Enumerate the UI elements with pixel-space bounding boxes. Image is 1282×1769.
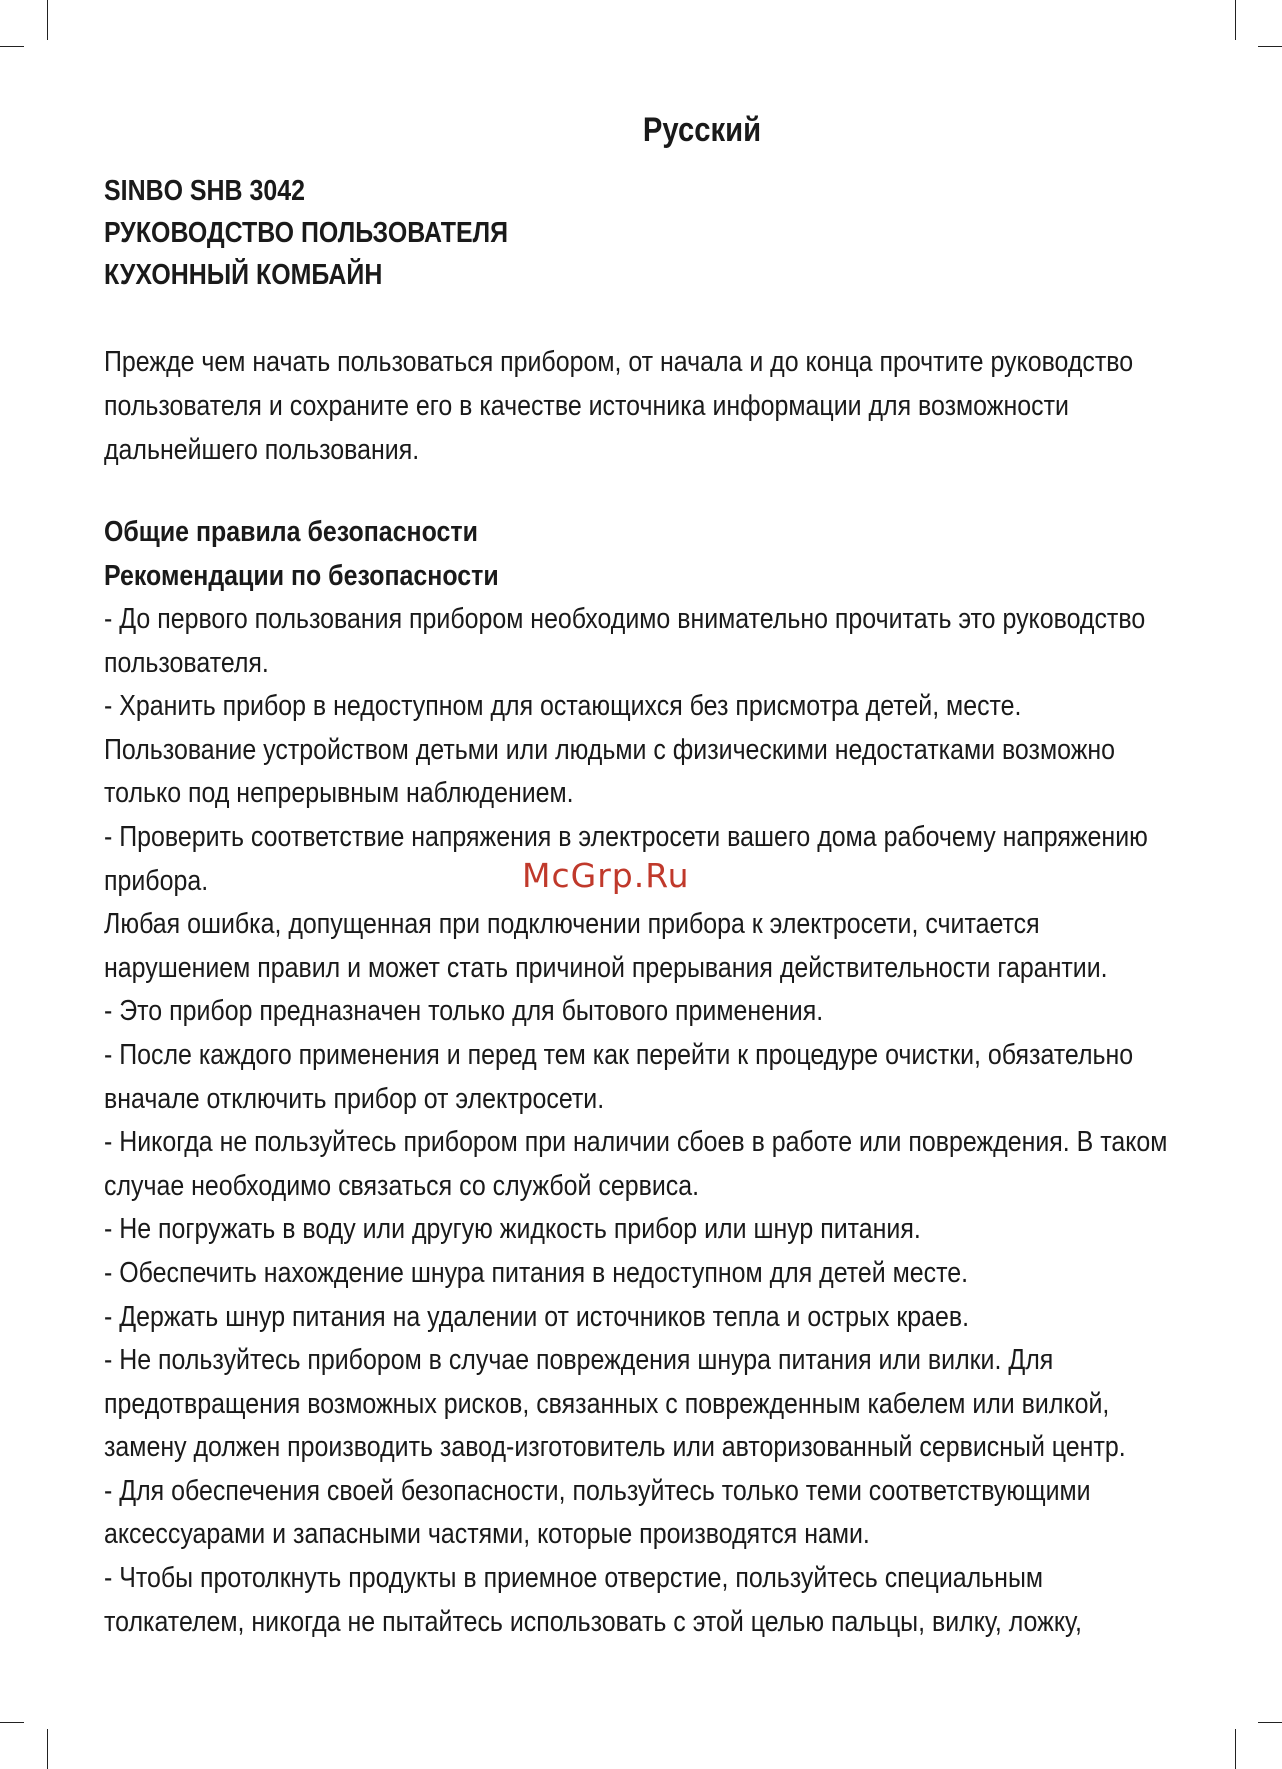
- list-item: - До первого пользования прибором необходимо внимательно прочитать это руководство пользователя.: [104, 603, 1146, 679]
- crop-mark: [0, 46, 24, 47]
- crop-mark: [47, 0, 48, 40]
- crop-mark: [1258, 46, 1282, 47]
- model-name: SINBO SHB 3042: [104, 175, 305, 207]
- list-item: - Проверить соответствие напряжения в электросети вашего дома рабочему напряжению прибора.: [104, 820, 1148, 897]
- watermark: McGrp.Ru: [522, 856, 690, 895]
- list-item: Любая ошибка, допущенная при подключении прибора к электросети, считается нарушением правил и может стать причиной прерывания действительности гарантии.: [104, 908, 1108, 984]
- crop-mark: [0, 1722, 24, 1723]
- list-item: - Это прибор предназначен только для бытового применения.: [104, 995, 824, 1028]
- list-item: - Чтобы протолкнуть продукты в приемное отверстие, пользуйтесь специальным толкателем, никогда не пытайтесь использовать с этой целью пальцы, вилку, ложку,: [104, 1562, 1082, 1638]
- list-item: - После каждого применения и перед тем как перейти к процедуре очистки, обязательно вначале отключить прибор от электросети.: [104, 1038, 1134, 1115]
- crop-mark: [47, 1729, 48, 1769]
- list-item: - Для обеспечения своей безопасности, пользуйтесь только теми соответствующими аксессуарами и запасными частями, которые производятся нами.: [104, 1474, 1091, 1551]
- crop-mark: [1235, 1729, 1236, 1769]
- list-item: - Никогда не пользуйтесь прибором при наличии сбоев в работе или повреждения. В таком случае необходимо связаться со службой сервиса.: [104, 1126, 1168, 1202]
- section-subtitle: Рекомендации по безопасности: [104, 560, 499, 592]
- safety-list: [104, 598, 1179, 1644]
- list-item: - Не пользуйтесь прибором в случае повреждения шнура питания или вилки. Для предотвращения возможных рисков, связанных с поврежденным кабелем или вилкой, замену должен производить завод-изготовитель или авторизованный сервисный центр.: [104, 1344, 1126, 1464]
- list-item: - Не погружать в воду или другую жидкость прибор или шнур питания.: [104, 1213, 921, 1246]
- manual-title: РУКОВОДСТВО ПОЛЬЗОВАТЕЛЯ: [104, 217, 509, 249]
- crop-mark: [1258, 1722, 1282, 1723]
- language-heading: Русский: [642, 111, 762, 149]
- title-block: [104, 170, 1033, 296]
- list-item: - Держать шнур питания на удалении от источников тепла и острых краев.: [104, 1300, 970, 1333]
- product-name: КУХОННЫЙ КОМБАЙН: [104, 259, 383, 291]
- intro-paragraph: Прежде чем начать пользоваться прибором, от начала и до конца прочтите руководство пользователя и сохраните его в качестве источника информации для возможности дальнейшего пользования.: [104, 346, 1134, 466]
- section-title: Общие правила безопасности: [104, 516, 478, 548]
- crop-mark: [1235, 0, 1236, 40]
- list-item: - Хранить прибор в недоступном для остающихся без присмотра детей, месте. Пользование устройством детьми или людьми с физическими недостатками возможно только под непрерывным наблюдением.: [104, 690, 1116, 810]
- list-item: - Обеспечить нахождение шнура питания в недоступном для детей месте.: [104, 1256, 969, 1289]
